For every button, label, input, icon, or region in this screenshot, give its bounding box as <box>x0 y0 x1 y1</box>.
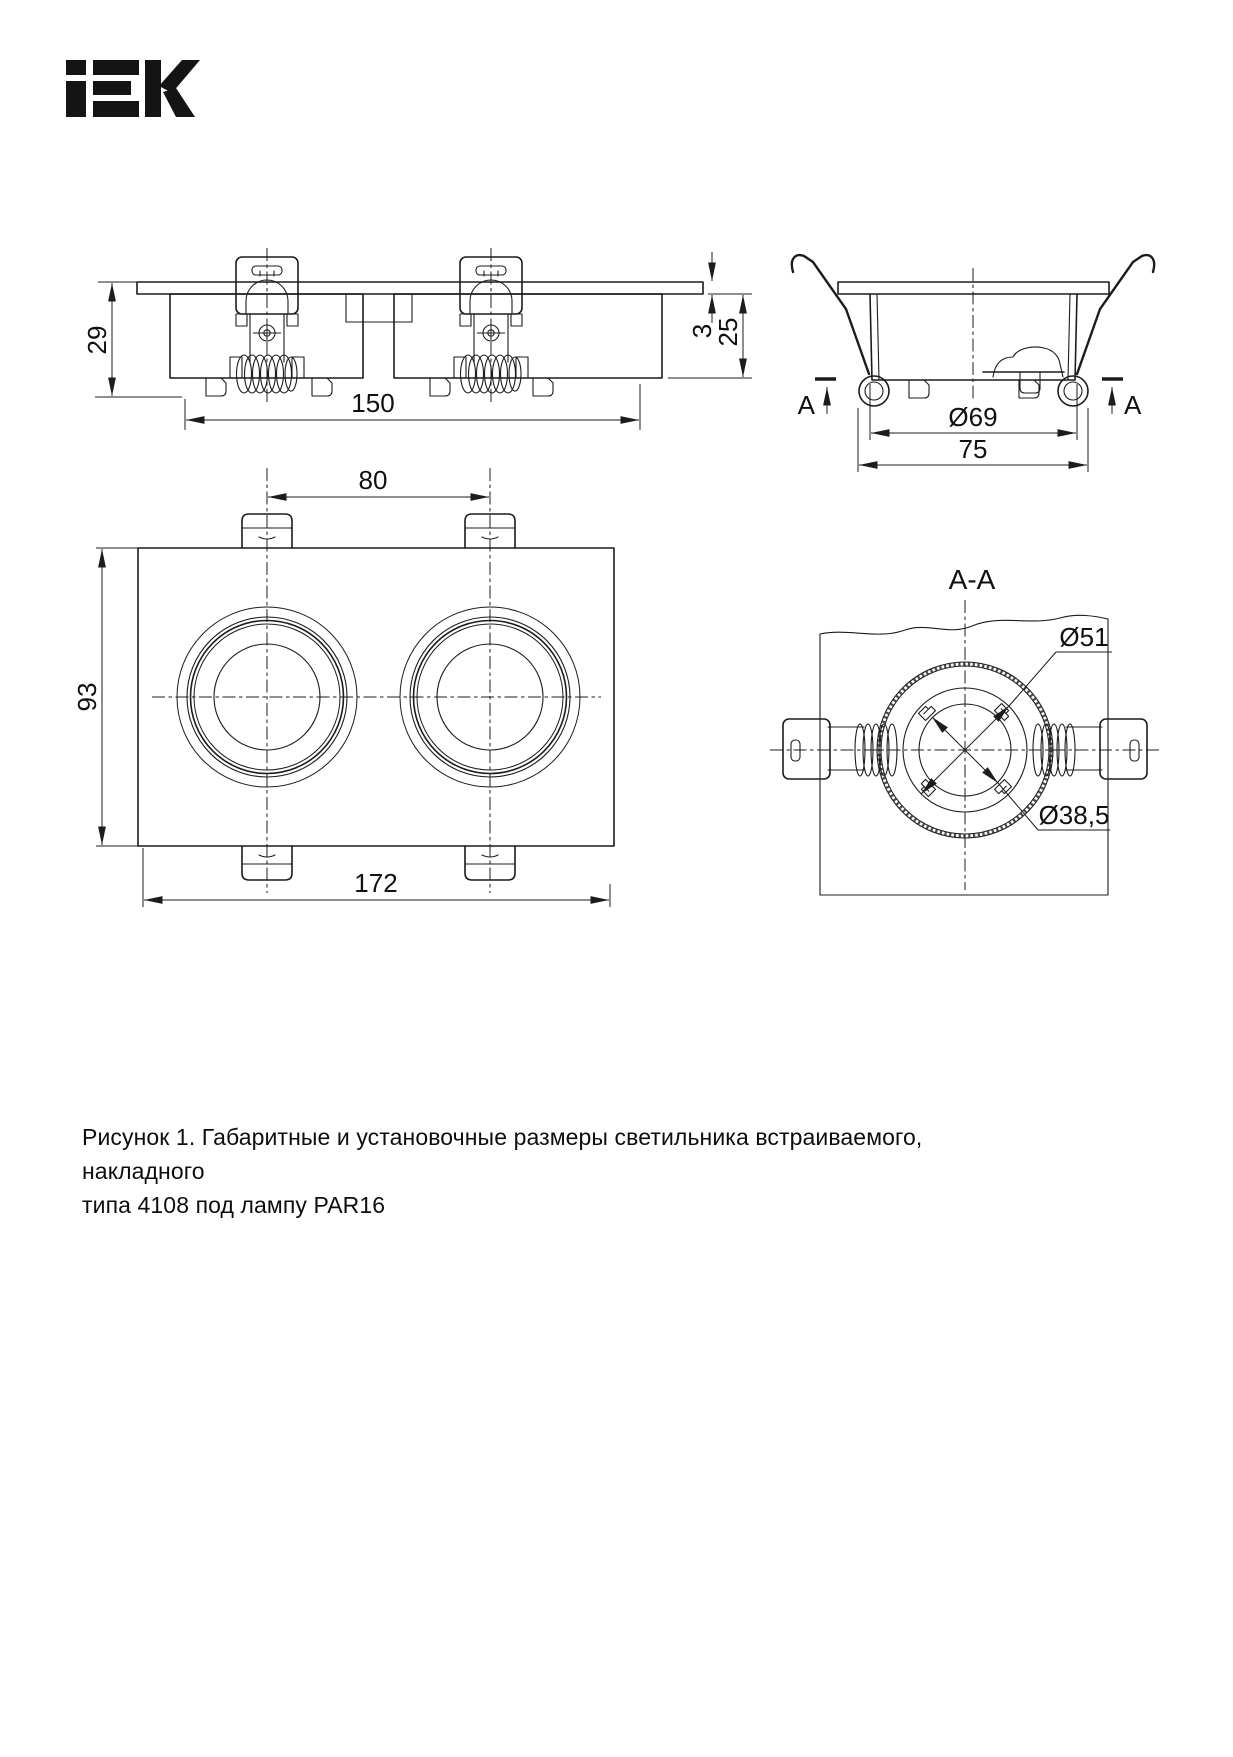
dim-3-label: 3 <box>687 323 717 339</box>
section-title: A-A <box>948 564 996 595</box>
dim-80-label: 80 <box>358 465 388 495</box>
dim-25-label: 25 <box>713 317 743 347</box>
dim-d69-label: Ø69 <box>948 402 998 432</box>
iek-logo <box>66 60 200 117</box>
view-side-single <box>792 255 1154 472</box>
figure-caption-line1: Рисунок 1. Габаритные и установочные размеры светильника встраиваемого, накладного <box>82 1124 923 1184</box>
dim-150-label: 150 <box>351 388 395 418</box>
figure-caption-line2: типа 4108 под лампу PAR16 <box>82 1192 386 1218</box>
section-marker-a-left: A <box>797 390 815 420</box>
dim-29-label: 29 <box>82 325 112 355</box>
section-marker-a-right: A <box>1124 390 1142 420</box>
view-front <box>72 465 614 907</box>
dim-172-label: 172 <box>354 868 398 898</box>
view-section-aa <box>770 564 1160 895</box>
dim-d51-label: Ø51 <box>1059 622 1109 652</box>
view-side-double <box>82 248 752 430</box>
dim-d385-label: Ø38,5 <box>1038 800 1110 830</box>
dim-75-label: 75 <box>958 434 988 464</box>
figure-caption <box>82 1120 1012 1222</box>
dim-93-label: 93 <box>72 682 102 712</box>
